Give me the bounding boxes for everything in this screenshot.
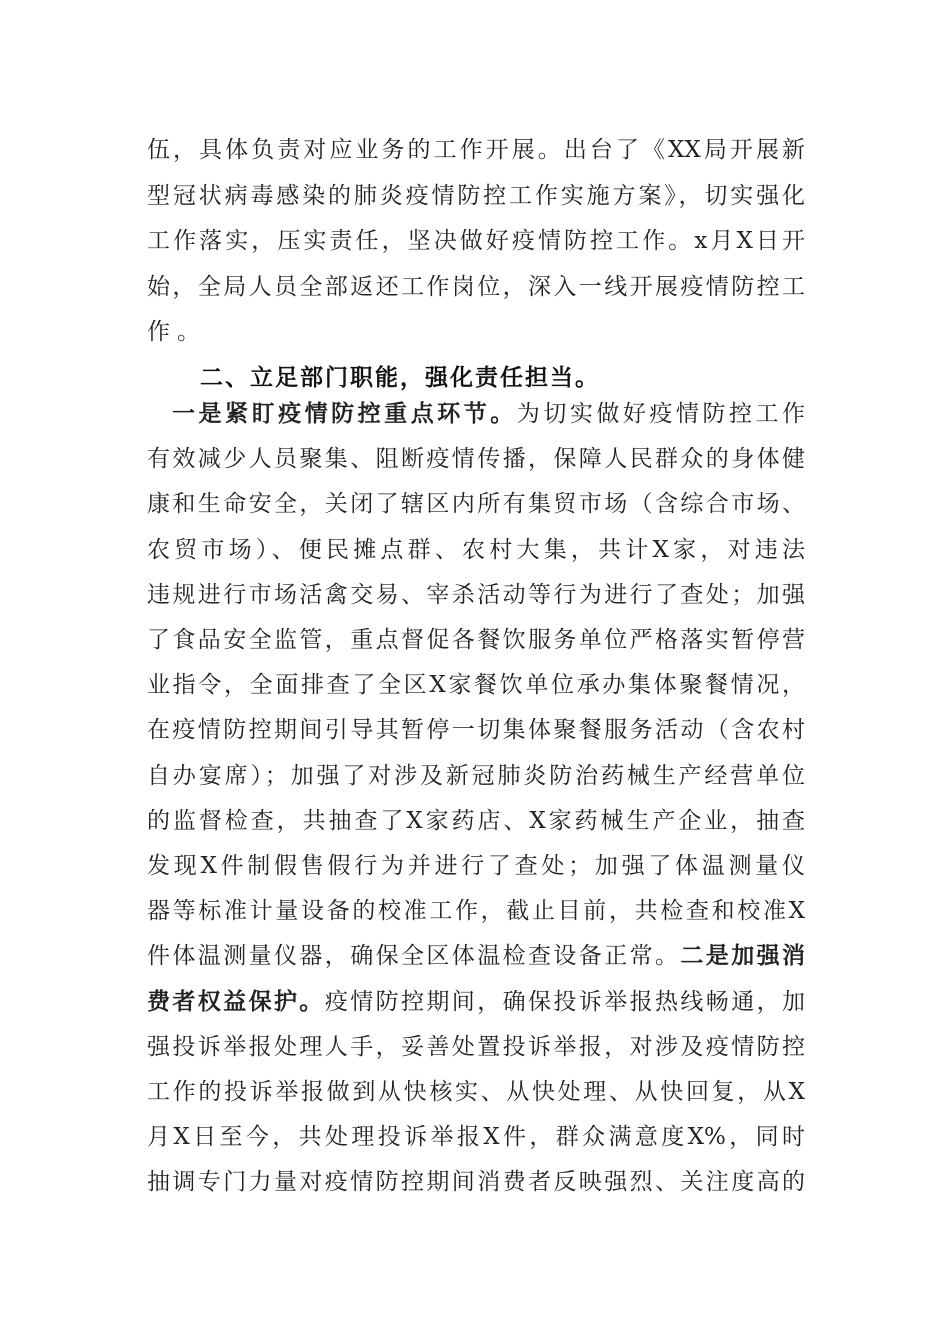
text-segment: 强投诉举报处理人手，妥善处置投诉举报，对涉及疫情防控 [147,1033,805,1060]
paragraph-line [147,181,805,211]
text-segment: 件体温测量仪器，确保全区体温检查设备正常。 [147,943,681,970]
paragraph-line [147,317,805,347]
paragraph-line [147,851,805,881]
text-segment: 疫情防控期间，确保投诉举报热线畅通，加 [324,988,806,1015]
text-segment: 抽调专门力量对疫情防控期间消费者反映强烈、关注度高的 [147,1169,805,1196]
text-segment: 始，全局人员全部返还工作岗位，深入一线开展疫情防控工 [147,273,805,300]
text-segment: 的监督检查，共抽查了X家药店、X家药械生产企业，抽查 [147,807,805,834]
text-segment: 违规进行市场活禽交易、宰杀活动等行为进行了查处；加强 [147,581,805,608]
text-segment: 器等标准计量设备的校准工作，截止目前，共检查和校准X [147,898,805,925]
text-segment: 工作落实，压实责任，坚决做好疫情防控工作。x月X日开 [147,228,805,254]
paragraph-line [147,941,805,971]
paragraph-line [147,896,805,926]
text-segment: 为切实做好疫情防控工作 [516,401,806,427]
paragraph-line [147,1077,805,1107]
text-segment: 自办宴席）；加强了对涉及新冠肺炎防治药械生产经营单位 [147,762,805,789]
bold-lead-phrase: 二是加强消 [680,942,806,970]
text-segment: 业指令，全面排查了全区X家餐饮单位承办集体聚餐情况， [147,672,805,699]
paragraph-line [172,399,805,429]
paragraph-line [147,987,805,1017]
text-segment: 了食品安全监管，重点督促各餐饮服务单位严格落实暂停营 [147,627,805,653]
text-segment: 发现X件制假售假行为并进行了查处；加强了体温测量仪 [147,853,805,879]
paragraph-line [147,1167,805,1197]
text-segment: 工作的投诉举报做到从快核实、从快处理、从快回复，从X [147,1079,805,1105]
paragraph-line [147,1032,805,1062]
text-segment: 作。 [147,319,207,345]
paragraph-line [147,272,805,302]
text-segment: 月X日至今，共处理投诉举报X件，群众满意度X%，同时 [147,1124,805,1151]
paragraph-line [147,625,805,655]
paragraph-line [147,444,805,474]
paragraph-line [147,1122,805,1152]
paragraph-line [147,715,805,745]
bold-lead-phrase: 费者权益保护。 [147,987,325,1015]
paragraph-line [147,135,805,165]
text-segment: 伍，具体负责对应业务的工作开展。出台了《XX局开展新 [147,137,805,163]
text-segment: 有效减少人员聚集、阻断疫情传播，保障人民群众的身体健 [147,446,805,473]
paragraph-line [147,670,805,700]
text-segment: 农贸市场）、便民摊点群、农村大集，共计X家，对违法 [147,536,805,563]
text-segment: 在疫情防控期间引导其暂停一切集体聚餐服务活动（含农村 [147,717,805,744]
paragraph-line [147,580,805,610]
paragraph-line [147,761,805,791]
paragraph-line [147,806,805,836]
paragraph-line [147,535,805,565]
section-heading: 二、立足部门职能，强化责任担当。 [200,365,600,391]
text-segment: 型冠状病毒感染的肺炎疫情防控工作实施方案》，切实强化 [147,182,805,209]
paragraph-line [147,489,805,519]
text-segment: 康和生命安全，关闭了辖区内所有集贸市场（含综合市场、 [147,491,805,518]
bold-lead-phrase: 一是紧盯疫情防控重点环节。 [172,400,517,427]
paragraph-line [147,226,805,256]
